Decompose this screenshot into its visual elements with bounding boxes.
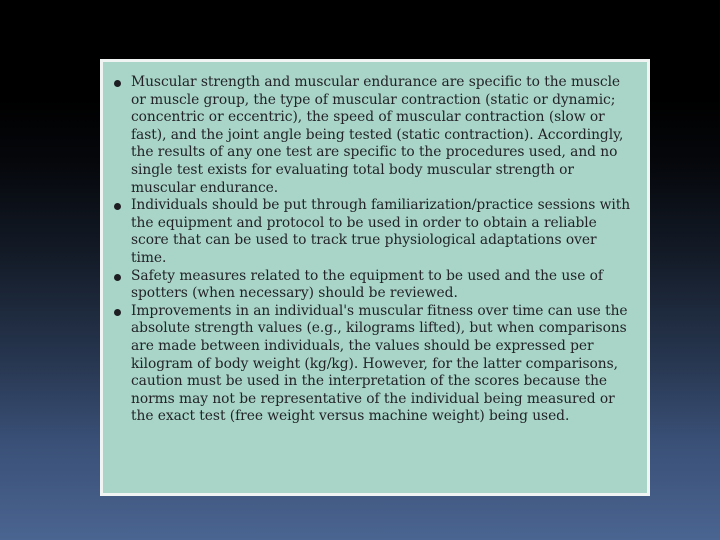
bullet-item-improvements [111, 303, 635, 426]
bullet-list [111, 74, 635, 426]
bullet-item-familiarization [111, 197, 635, 267]
bullet-dot-icon [114, 80, 121, 87]
bullet-dot-icon [114, 274, 121, 281]
bullet-dot-icon [114, 203, 121, 210]
bullet-text: Muscular strength and muscular endurance are specific to the muscle or muscle group, the type of muscular contraction (static or dynamic; concentric or eccentric), the speed of muscular contraction (slow or fast), and the joint angle being tested (static contraction). Accordingly, the results of any one test are specific to the procedures used, and no single test exists for evaluating total body muscular strength or muscular endurance. [131, 74, 624, 196]
bullet-text: Individuals should be put through familiarization/practice sessions with the equipment and protocol to be used in order to obtain a reliable score that can be used to track true physiological adaptations over time. [131, 197, 631, 266]
document-scan [100, 59, 650, 496]
bullet-item-specificity [111, 74, 635, 197]
bullet-text: Safety measures related to the equipment to be used and the use of spotters (when necessary) should be reviewed. [131, 267, 603, 302]
bullet-dot-icon [114, 309, 121, 316]
bullet-text: Improvements in an individual's muscular fitness over time can use the absolute strength values (e.g., kilograms lifted), but when comparisons are made between individuals, the values should be expressed per kilogram of body weight (kg/kg). However, for the latter comparisons, caution must be used in the interpretation of the scores because the norms may not be representative of the individual being measured or the exact test (free weight versus machine weight) being used. [131, 302, 628, 425]
bullet-item-safety [111, 268, 635, 303]
